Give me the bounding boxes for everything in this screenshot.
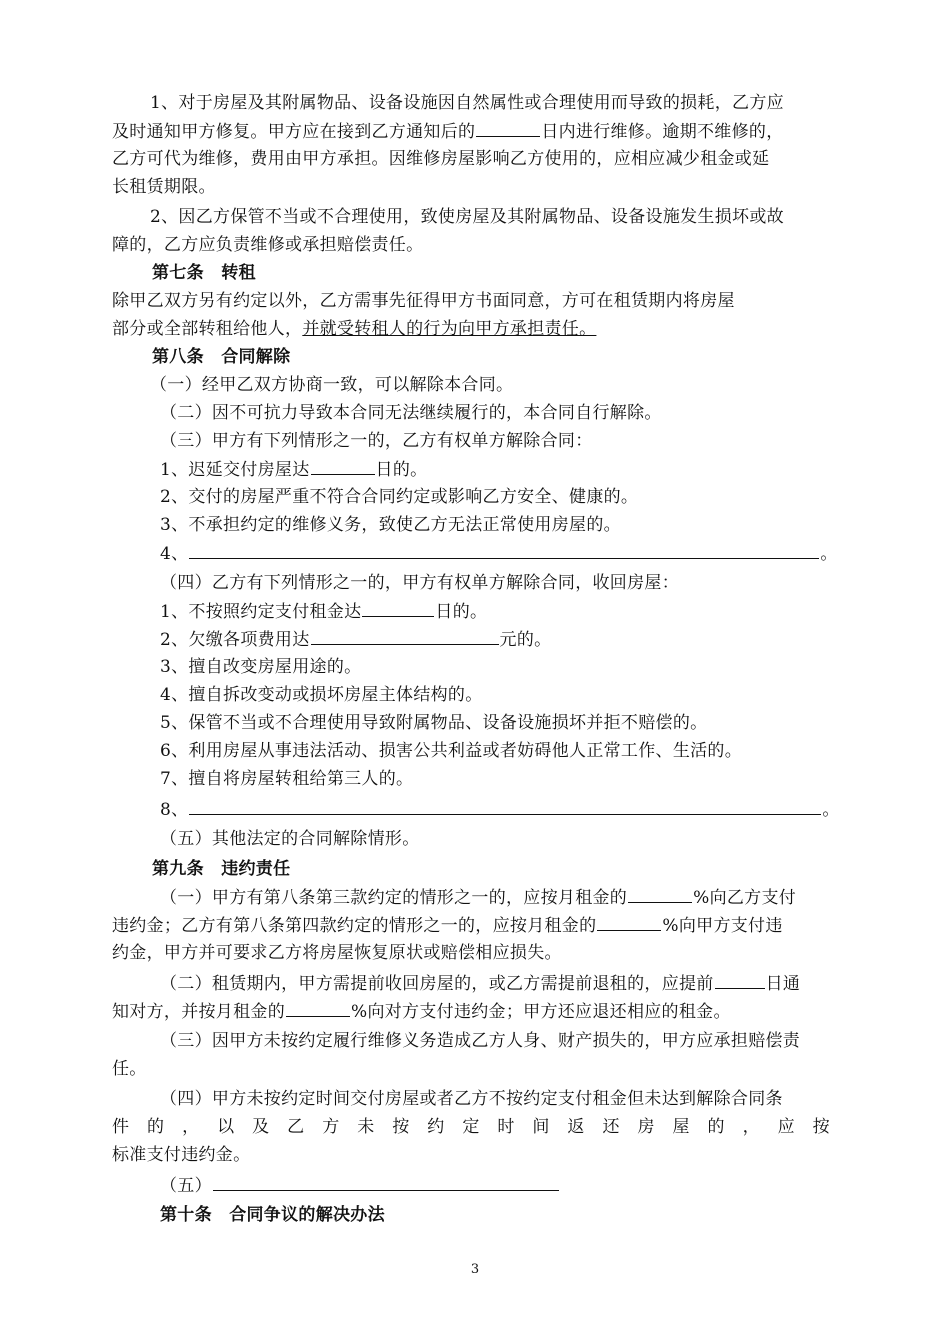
art9-clause1-line3: 约金，甲方并可要求乙方将房屋恢复原状或赔偿相应损失。: [112, 943, 562, 963]
blank-field[interactable]: [715, 970, 765, 989]
art9-clause4-line1: （四）甲方未按约定时间交付房屋或者乙方不按约定支付租金但未达到解除合同条: [160, 1089, 783, 1109]
art8-clause1: （一）经甲乙双方协商一致，可以解除本合同。: [150, 375, 514, 395]
justified-char: 返: [567, 1117, 585, 1137]
justified-char: 方: [322, 1117, 340, 1137]
justified-char: 应: [777, 1117, 795, 1137]
blank-field[interactable]: [597, 912, 661, 931]
blank-field[interactable]: [362, 598, 434, 617]
justified-char: 的: [147, 1117, 165, 1137]
art8-clause3-item3: 3、不承担约定的维修义务，致使乙方无法正常使用房屋的。: [160, 515, 621, 535]
art8-clause4-item6: 6、利用房屋从事违法活动、损害公共利益或者妨碍他人正常工作、生活的。: [160, 741, 743, 761]
art9-clause2-line1: （二）租赁期内，甲方需提前收回房屋的，或乙方需提前退租的，应提前 日通: [160, 970, 880, 997]
art10-heading: 第十条 合同争议的解决办法: [160, 1205, 385, 1225]
art8-clause4-item3: 3、擅自改变房屋用途的。: [160, 657, 362, 677]
art6-item1-line2: 及时通知甲方修复。甲方应在接到乙方通知后的 日内进行维修。逾期不维修的，: [112, 118, 832, 145]
art7-heading: 第七条 转租: [152, 263, 256, 283]
justified-char: 间: [532, 1117, 550, 1137]
art8-clause4-item5: 5、保管不当或不合理使用导致附属物品、设备设施损坏并拒不赔偿的。: [160, 713, 708, 733]
art6-item1-line4: 长租赁期限。: [112, 177, 216, 197]
blank-field[interactable]: [286, 998, 350, 1017]
blank-field[interactable]: [628, 884, 692, 903]
art8-clause4: （四）乙方有下列情形之一的，甲方有权单方解除合同，收回房屋：: [160, 573, 679, 593]
art8-clause4-item1: 1、不按照约定支付租金达 日的。: [160, 598, 880, 625]
art8-clause4-item7: 7、擅自将房屋转租给第三人的。: [160, 769, 414, 789]
art8-clause3-item1: 1、迟延交付房屋达 日的。: [160, 456, 880, 483]
blank-field[interactable]: [311, 456, 375, 475]
justified-char: 及: [252, 1117, 270, 1137]
art6-item1-line1: 1、对于房屋及其附属物品、设备设施因自然属性或合理使用而导致的损耗，乙方应: [150, 93, 784, 113]
art6-item1-line3: 乙方可代为维修，费用由甲方承担。因维修房屋影响乙方使用的，应相应减少租金或延: [112, 149, 770, 169]
art8-clause4-item4: 4、擅自拆改变动或损坏房屋主体结构的。: [160, 685, 483, 705]
justified-char: 还: [602, 1117, 620, 1137]
art7-line2: 部分或全部转租给他人，并就受转租人的行为向甲方承担责任。: [112, 319, 597, 339]
art6-item2-line2: 障的，乙方应负责维修或承担赔偿责任。: [112, 235, 424, 255]
art9-clause3-line2: 任。: [112, 1059, 147, 1079]
art9-clause2-line2: 知对方，并按月租金的 %向对方支付违约金；甲方还应退还相应的租金。: [112, 998, 832, 1025]
justified-char: ，: [742, 1117, 760, 1137]
justified-char: 乙: [287, 1117, 305, 1137]
blank-field[interactable]: [476, 118, 540, 137]
blank-field[interactable]: [213, 1172, 559, 1191]
blank-field[interactable]: [189, 796, 821, 815]
art9-clause3-line1: （三）因甲方未按约定履行维修义务造成乙方人身、财产损失的，甲方应承担赔偿责: [160, 1031, 801, 1051]
art9-clause1-line2: 违约金；乙方有第八条第四款约定的情形之一的，应按月租金的 %向甲方支付违: [112, 912, 832, 939]
art9-clause4-line3: 标准支付违约金。: [112, 1145, 251, 1165]
justified-char: 屋: [672, 1117, 690, 1137]
art8-heading: 第八条 合同解除: [152, 347, 291, 367]
justified-char: 时: [497, 1117, 515, 1137]
art7-line1: 除甲乙双方另有约定以外，乙方需事先征得甲方书面同意，方可在租赁期内将房屋: [112, 291, 735, 311]
page-number: 3: [470, 1262, 480, 1277]
justified-char: 的: [707, 1117, 725, 1137]
justified-char: 房: [637, 1117, 655, 1137]
art8-clause3-item2: 2、交付的房屋严重不符合合同约定或影响乙方安全、健康的。: [160, 487, 639, 507]
art8-clause4-item2: 2、欠缴各项费用达 元的。: [160, 626, 880, 653]
blank-field[interactable]: [311, 626, 499, 645]
justified-char: ，: [182, 1117, 200, 1137]
justified-char: 按: [812, 1117, 830, 1137]
justified-char: 定: [462, 1117, 480, 1137]
justified-char: 约: [427, 1117, 445, 1137]
justified-char: 以: [217, 1117, 235, 1137]
art8-clause5: （五）其他法定的合同解除情形。: [160, 829, 420, 849]
art9-clause5: （五）: [160, 1172, 880, 1199]
justified-char: 未: [357, 1117, 375, 1137]
blank-field[interactable]: [189, 540, 819, 559]
art9-heading: 第九条 违约责任: [152, 859, 291, 879]
art9-clause4-line2: [112, 1114, 830, 1140]
justified-char: 件: [112, 1117, 130, 1137]
art6-item2-line1: 2、因乙方保管不当或不合理使用，致使房屋及其附属物品、设备设施发生损坏或故: [150, 207, 784, 227]
art8-clause2: （二）因不可抗力导致本合同无法继续履行的，本合同自行解除。: [160, 403, 662, 423]
art9-clause1-line1: （一）甲方有第八条第三款约定的情形之一的，应按月租金的 %向乙方支付: [160, 884, 880, 911]
art8-clause3: （三）甲方有下列情形之一的，乙方有权单方解除合同：: [160, 431, 593, 451]
art8-clause4-item8: 8、 。: [160, 796, 880, 823]
justified-char: 按: [392, 1117, 410, 1137]
art8-clause3-item4: 4、 。: [160, 540, 880, 567]
